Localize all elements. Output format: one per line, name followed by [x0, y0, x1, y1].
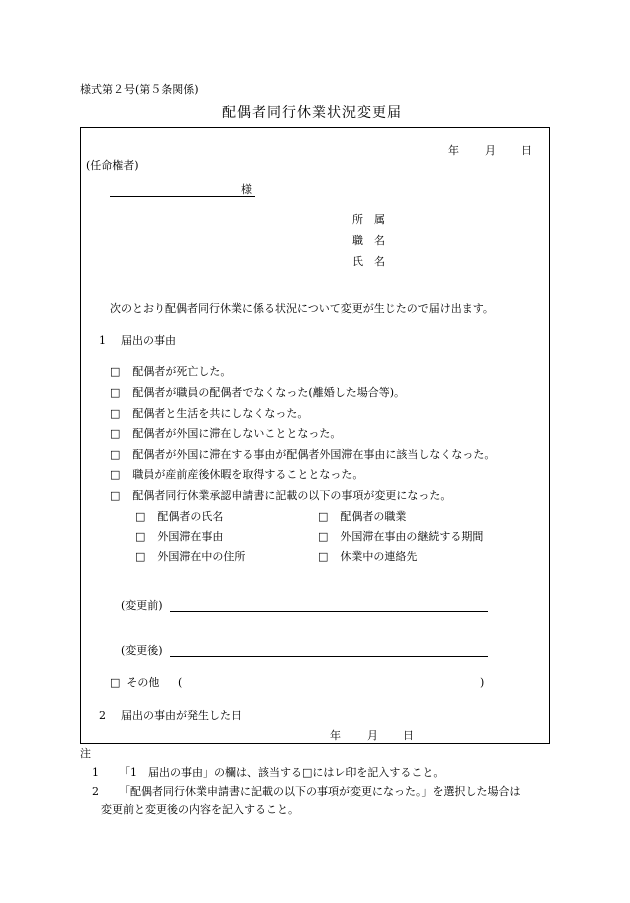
reason-item[interactable]: [110, 469, 363, 480]
sub-item-text: 配偶者の氏名: [157, 510, 224, 523]
reason-text: 配偶者と生活を共にしなくなった。: [132, 407, 309, 420]
before-label: (変更前): [121, 599, 163, 612]
sub-item[interactable]: [135, 531, 223, 542]
other-item[interactable]: [110, 677, 159, 688]
reason-item[interactable]: [110, 387, 405, 398]
form-number: 様式第２号(第５条関係): [80, 83, 199, 96]
sub-item-text: 配偶者の職業: [340, 510, 407, 523]
checkbox[interactable]: □: [318, 530, 329, 543]
sub-item-text: 外国滞在中の住所: [157, 550, 246, 563]
affiliation-label: 所 属: [352, 213, 385, 226]
reason-text: 配偶者が外国に滞在しないこととなった。: [132, 427, 342, 440]
position-label: 職 名: [352, 234, 385, 247]
date-day-label: 日: [521, 144, 532, 157]
reason-text: 配偶者が職員の配偶者でなくなった(離婚した場合等)。: [132, 386, 405, 399]
reason-item[interactable]: [110, 490, 451, 501]
checkbox[interactable]: □: [110, 427, 121, 440]
note-text: 「1 届出の事由」の欄は、該当する□にはレ印を記入すること。: [119, 766, 445, 779]
notes-heading: 注: [80, 747, 91, 760]
checkbox[interactable]: □: [110, 489, 121, 502]
sub-item[interactable]: [318, 531, 483, 542]
appointer-label: (任命権者): [86, 159, 139, 172]
checkbox[interactable]: □: [110, 448, 121, 461]
after-label: (変更後): [121, 644, 163, 657]
checkbox[interactable]: □: [135, 510, 146, 523]
occurrence-year-label: 年: [330, 729, 341, 742]
intro-text: 次のとおり配偶者同行休業に係る状況について変更が生じたので届け出ます。: [110, 302, 494, 315]
checkbox[interactable]: □: [318, 510, 329, 523]
note-number: 2: [92, 785, 99, 798]
reason-text: 配偶者同行休業承認申請書に記載の以下の事項が変更になった。: [132, 489, 452, 502]
reason-text: 職員が産前産後休暇を取得することとなった。: [132, 468, 364, 481]
other-open-paren: (: [178, 676, 183, 689]
page-title: 配偶者同行休業状況変更届: [222, 105, 402, 121]
checkbox[interactable]: □: [110, 676, 121, 689]
checkbox[interactable]: □: [110, 407, 121, 420]
section1-title: 届出の事由: [121, 334, 176, 347]
sub-item[interactable]: [318, 551, 417, 562]
sub-item-text: 休業中の連絡先: [340, 550, 418, 563]
reason-item[interactable]: [110, 366, 231, 377]
checkbox[interactable]: □: [318, 550, 329, 563]
occurrence-day-label: 日: [403, 729, 414, 742]
note-number: 1: [92, 766, 99, 779]
checkbox[interactable]: □: [135, 550, 146, 563]
checkbox[interactable]: □: [135, 530, 146, 543]
sub-item-text: 外国滞在事由の継続する期間: [340, 530, 484, 543]
note-continuation: 変更前と変更後の内容を記入すること。: [101, 803, 299, 816]
note-text: 「配偶者同行休業申請書に記載の以下の事項が変更になった。」を選択した場合は: [119, 785, 521, 798]
occurrence-month-label: 月: [367, 729, 378, 742]
sub-item[interactable]: [318, 511, 406, 522]
sub-item-text: 外国滞在事由: [157, 530, 224, 543]
honorific-label: 様: [241, 183, 252, 196]
after-input-line[interactable]: [170, 656, 488, 657]
reason-item[interactable]: [110, 449, 495, 460]
date-year-label: 年: [448, 144, 459, 157]
other-close-paren: ): [480, 676, 485, 689]
reason-text: 配偶者が死亡した。: [132, 365, 232, 378]
section2-title: 届出の事由が発生した日: [121, 709, 242, 722]
section1-number: 1: [99, 334, 106, 347]
checkbox[interactable]: □: [110, 365, 121, 378]
date-month-label: 月: [485, 144, 496, 157]
reason-item[interactable]: [110, 408, 308, 419]
sub-item[interactable]: [135, 551, 245, 562]
reason-item[interactable]: [110, 428, 341, 439]
checkbox[interactable]: □: [110, 468, 121, 481]
other-label: その他: [126, 676, 160, 689]
sub-item[interactable]: [135, 511, 223, 522]
name-label: 氏 名: [352, 255, 385, 268]
reason-text: 配偶者が外国に滞在する事由が配偶者外国滞在事由に該当しなくなった。: [132, 448, 496, 461]
before-input-line[interactable]: [170, 611, 488, 612]
addressee-line[interactable]: [110, 196, 255, 197]
checkbox[interactable]: □: [110, 386, 121, 399]
section2-number: 2: [99, 709, 106, 722]
